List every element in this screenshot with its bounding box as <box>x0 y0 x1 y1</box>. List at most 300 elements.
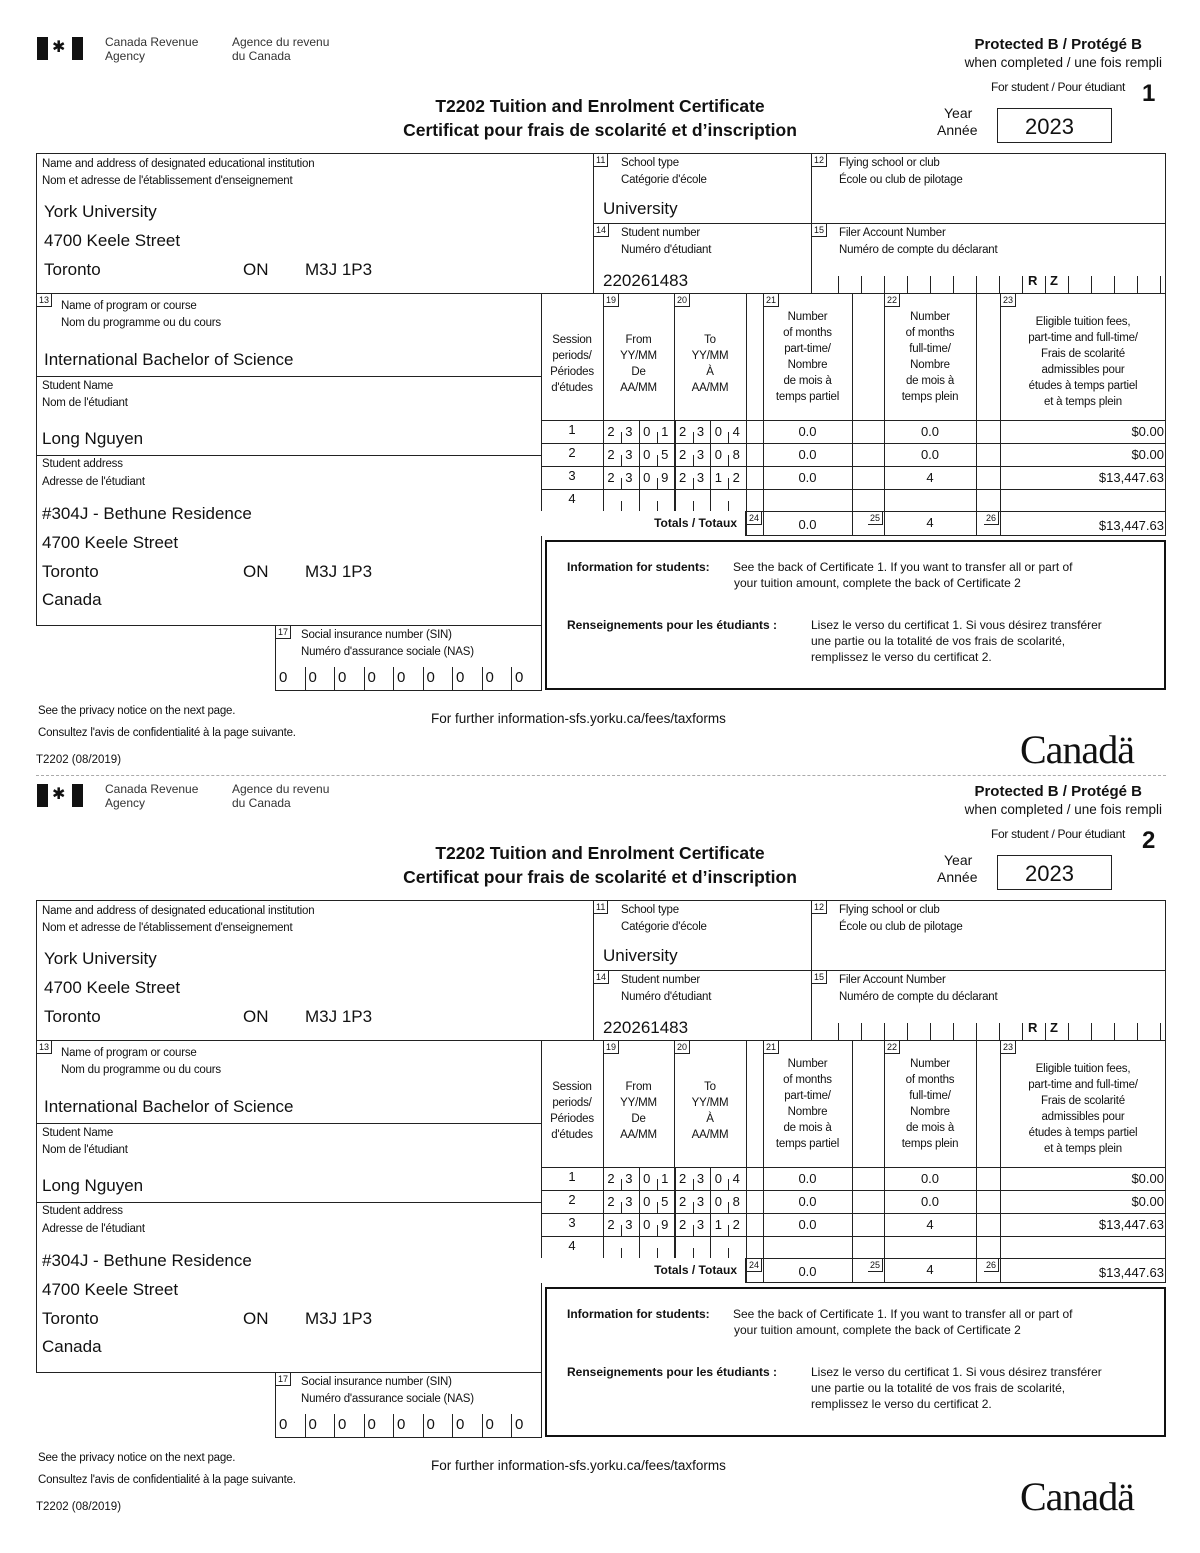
digit-separator <box>999 276 1000 293</box>
digit-separator <box>710 489 711 512</box>
digit-separator <box>1045 276 1046 293</box>
digit-tick <box>657 478 658 489</box>
date-digit: 2 <box>607 447 615 462</box>
filer-account-label-fr: Numéro de compte du déclarant <box>839 991 998 1003</box>
fees-header: Eligible tuition fees, part-time and full-time/ Frais de scolarité admissibles pour études à temps partiel et à temps plein <box>1028 316 1138 408</box>
digit-separator <box>452 667 453 691</box>
date-digit: 2 <box>678 470 687 485</box>
session-number: 3 <box>568 468 576 483</box>
digit-separator <box>1091 276 1092 293</box>
date-digit: 9 <box>661 1217 669 1232</box>
box-23-number: 23 <box>1001 294 1016 307</box>
when-completed-label: when completed / une fois rempli <box>964 802 1162 817</box>
digit-separator <box>675 466 676 489</box>
digit-separator <box>639 1190 640 1213</box>
sin-digit: 0 <box>485 669 494 686</box>
session-header: Session periods/ Périodes d'études <box>550 1081 594 1141</box>
digit-tick <box>621 1225 622 1236</box>
session-number: 4 <box>568 1238 576 1253</box>
sin-digit: 0 <box>338 1416 347 1433</box>
student-country: Canada <box>42 1337 102 1356</box>
digit-separator <box>675 1236 676 1259</box>
date-digit: 0 <box>643 470 651 485</box>
info-fr-text: une partie ou la totalité de vos frais de scolarité, <box>811 1381 1066 1395</box>
part-time-months: 0.0 <box>798 470 817 485</box>
info-en-label: Information for students: <box>567 560 710 574</box>
box-11-number: 11 <box>594 154 608 167</box>
digit-tick <box>693 432 694 443</box>
info-en-text: your tuition amount, complete the back of Certificate 2 <box>734 1323 1021 1337</box>
part-time-months: 0.0 <box>798 1171 817 1186</box>
year-value: 2023 <box>1025 861 1074 886</box>
sin-label-fr: Numéro d'assurance sociale (NAS) <box>301 1393 474 1405</box>
sin-label-en: Social insurance number (SIN) <box>301 629 452 641</box>
privacy-notice-en: See the privacy notice on the next page. <box>38 1452 236 1464</box>
digit-separator <box>1114 1023 1115 1040</box>
box-21-number: 21 <box>764 294 779 307</box>
part-time-months: 0.0 <box>798 1194 817 1209</box>
box-21-number: 21 <box>764 1041 779 1054</box>
full-time-months: 0.0 <box>920 447 940 462</box>
institution-city: Toronto <box>44 1007 101 1026</box>
digit-separator <box>953 1023 954 1040</box>
table-row <box>541 1190 1166 1213</box>
date-digit: 0 <box>643 1171 651 1186</box>
digit-separator <box>884 276 885 293</box>
eligible-fees: $13,447.63 <box>1098 1217 1164 1232</box>
box-15-number: 15 <box>812 971 827 984</box>
digit-tick <box>657 1202 658 1213</box>
box-11-number: 11 <box>594 901 608 914</box>
box-13-number: 13 <box>37 1041 52 1054</box>
box-26-number: 26 <box>984 1259 999 1272</box>
student-name-label-fr: Nom de l'étudiant <box>42 397 128 409</box>
flying-school-label-fr: École ou club de pilotage <box>839 921 963 933</box>
maple-leaf-icon: ✱ <box>52 39 66 56</box>
institution-province: ON <box>243 1007 269 1026</box>
agency-name-en: Agency <box>105 49 146 63</box>
digit-separator <box>639 420 640 443</box>
digit-separator <box>423 667 424 691</box>
info-fr-text: remplissez le verso du certificat 2. <box>811 1397 992 1411</box>
digit-separator <box>710 1213 711 1236</box>
digit-separator <box>511 667 512 691</box>
institution-label-fr: Nom et adresse de l'établissement d'enseignement <box>42 922 293 934</box>
box-17-number: 17 <box>276 626 291 639</box>
info-fr-text: Lisez le verso du certificat 1. Si vous désirez transférer <box>811 618 1102 632</box>
digit-separator <box>1091 1023 1092 1040</box>
date-digit: 0 <box>643 447 651 462</box>
student-number-value: 220261483 <box>603 1018 689 1037</box>
total-full-time: 4 <box>926 515 934 530</box>
digit-separator <box>639 1213 640 1236</box>
full-time-header: Number of months full-time/ Nombre de mois à temps plein <box>901 311 959 403</box>
sin-digit: 0 <box>515 669 524 686</box>
eligible-fees: $0.00 <box>1131 424 1164 439</box>
digit-separator <box>675 489 676 512</box>
digit-separator <box>953 276 954 293</box>
digit-tick <box>621 478 622 489</box>
total-part-time: 0.0 <box>798 1264 817 1279</box>
student-name-label-en: Student Name <box>42 380 114 392</box>
date-digit: 3 <box>625 470 633 485</box>
digit-separator <box>1160 276 1161 293</box>
institution-postal: M3J 1P3 <box>305 1007 373 1026</box>
date-digit: 2 <box>607 470 615 485</box>
date-digit: 2 <box>678 447 687 462</box>
sin-digit: 0 <box>397 669 406 686</box>
filer-account-r: R <box>1028 273 1038 288</box>
full-time-months: 4 <box>926 470 934 485</box>
sin-digit: 0 <box>279 1416 288 1433</box>
date-digit: 2 <box>607 424 615 439</box>
student-number-label-fr: Numéro d'étudiant <box>621 991 712 1003</box>
agency-name-en: Canada Revenue <box>105 35 199 49</box>
copy-for-label: For student / Pour étudiant <box>991 827 1125 841</box>
school-type-label-fr: Catégorie d'école <box>621 921 707 933</box>
digit-separator <box>393 667 394 691</box>
to-header: To YY/MM À AA/MM <box>691 334 729 394</box>
info-en-text: See the back of Certificate 1. If you want to transfer all or part of <box>733 560 1073 574</box>
box-19-number: 19 <box>604 294 619 307</box>
agency-name-en: Canada Revenue <box>105 782 199 796</box>
digit-separator <box>482 667 483 691</box>
date-digit: 5 <box>661 1194 669 1209</box>
student-address-label-fr: Adresse de l'étudiant <box>42 476 145 488</box>
session-number: 3 <box>568 1215 576 1230</box>
part-time-header: Number of months part-time/ Nombre de mois à temps partiel <box>775 1058 840 1150</box>
info-en-label: Information for students: <box>567 1307 710 1321</box>
digit-separator <box>452 1414 453 1438</box>
date-digit: 3 <box>625 1217 633 1232</box>
flying-school-label-en: Flying school or club <box>839 904 940 916</box>
privacy-notice-fr: Consultez l'avis de confidentialité à la page suivante. <box>38 727 296 739</box>
box-24-number: 24 <box>747 512 762 525</box>
info-fr-text: Lisez le verso du certificat 1. Si vous désirez transférer <box>811 1365 1102 1379</box>
digit-separator <box>675 443 676 466</box>
program-value: International Bachelor of Science <box>44 350 294 369</box>
digit-separator <box>710 443 711 466</box>
digit-separator <box>675 1190 676 1213</box>
agency-name-fr: Agence du revenu <box>232 35 330 49</box>
sin-digit: 0 <box>456 669 465 686</box>
date-digit: 2 <box>607 1217 615 1232</box>
box-17-number: 17 <box>276 1373 291 1386</box>
form-title-fr: Certificat pour frais de scolarité et d’inscription <box>403 867 797 887</box>
student-address-line1: #304J - Bethune Residence <box>42 504 252 523</box>
form-title-fr: Certificat pour frais de scolarité et d’inscription <box>403 120 797 140</box>
student-address-line2: 4700 Keele Street <box>42 533 179 552</box>
maple-leaf-icon: ✱ <box>52 786 66 803</box>
digit-separator <box>907 1023 908 1040</box>
part-time-header: Number of months part-time/ Nombre de mois à temps partiel <box>775 311 840 403</box>
digit-separator <box>334 1414 335 1438</box>
sin-digit: 0 <box>367 669 376 686</box>
info-fr-text: remplissez le verso du certificat 2. <box>811 650 992 664</box>
school-type-value: University <box>603 946 678 965</box>
digit-separator <box>639 443 640 466</box>
digit-separator <box>1068 1023 1069 1040</box>
digit-separator <box>1068 276 1069 293</box>
digit-separator <box>364 1414 365 1438</box>
institution-street: 4700 Keele Street <box>44 978 181 997</box>
part-time-months: 0.0 <box>798 424 817 439</box>
date-digit: 1 <box>714 1217 722 1232</box>
session-number: 1 <box>568 422 576 437</box>
digit-tick <box>728 478 729 489</box>
digit-tick <box>621 455 622 466</box>
eligible-fees: $13,447.63 <box>1098 470 1164 485</box>
agency-name-fr: Agence du revenu <box>232 782 330 796</box>
digit-separator <box>1160 1023 1161 1040</box>
further-information: For further information-sfs.yorku.ca/fees/taxforms <box>431 1458 726 1473</box>
student-address-line1: #304J - Bethune Residence <box>42 1251 252 1270</box>
canada-flag-logo <box>37 784 83 807</box>
full-time-months: 0.0 <box>920 1194 940 1209</box>
table-row <box>541 1167 1166 1190</box>
filer-account-z: Z <box>1050 1020 1058 1035</box>
copy-number: 1 <box>1142 80 1156 107</box>
digit-tick <box>693 455 694 466</box>
digit-separator <box>675 1167 676 1190</box>
year-label-en: Year <box>944 105 973 121</box>
info-fr-label: Renseignements pour les étudiants : <box>567 618 778 632</box>
eligible-fees: $0.00 <box>1131 1171 1164 1186</box>
privacy-notice-en: See the privacy notice on the next page. <box>38 705 236 717</box>
digit-separator <box>710 1167 711 1190</box>
date-digit: 8 <box>732 447 740 462</box>
digit-separator <box>1045 1023 1046 1040</box>
box-26-number: 26 <box>984 512 999 525</box>
student-address-label-en: Student address <box>42 1205 123 1217</box>
box-12-number: 12 <box>812 901 827 914</box>
totals-label: Totals / Totaux <box>654 516 737 530</box>
digit-separator <box>884 1023 885 1040</box>
date-digit: 9 <box>661 470 669 485</box>
student-number-value: 220261483 <box>603 271 689 290</box>
student-postal: M3J 1P3 <box>305 562 373 581</box>
box-23-number: 23 <box>1001 1041 1016 1054</box>
full-time-months: 0.0 <box>920 1171 940 1186</box>
student-name-label-en: Student Name <box>42 1127 114 1139</box>
date-digit: 2 <box>607 1194 615 1209</box>
certificate-copy-2 <box>0 747 1200 1519</box>
digit-separator <box>861 276 862 293</box>
sin-digit: 0 <box>308 669 317 686</box>
fees-header: Eligible tuition fees, part-time and full-time/ Frais de scolarité admissibles pour études à temps partiel et à temps plein <box>1028 1063 1138 1155</box>
digit-separator <box>639 489 640 512</box>
digit-separator <box>710 1190 711 1213</box>
sin-label-en: Social insurance number (SIN) <box>301 1376 452 1388</box>
program-label-fr: Nom du programme ou du cours <box>61 1064 221 1076</box>
table-row <box>541 489 1166 512</box>
sin-digit: 0 <box>367 1416 376 1433</box>
date-digit: 1 <box>661 424 669 439</box>
digit-separator <box>710 1236 711 1259</box>
digit-tick <box>693 1225 694 1236</box>
flying-school-label-en: Flying school or club <box>839 157 940 169</box>
date-digit: 1 <box>661 1171 669 1186</box>
digit-separator <box>930 1023 931 1040</box>
table-row <box>541 443 1166 466</box>
digit-separator <box>907 276 908 293</box>
student-province: ON <box>243 1309 269 1328</box>
filer-account-label-en: Filer Account Number <box>839 974 946 986</box>
digit-tick <box>693 478 694 489</box>
date-digit: 4 <box>732 424 740 439</box>
date-digit: 0 <box>643 1217 651 1232</box>
digit-separator <box>1137 1023 1138 1040</box>
school-type-label-fr: Catégorie d'école <box>621 174 707 186</box>
student-city: Toronto <box>42 1309 99 1328</box>
table-row <box>541 1213 1166 1236</box>
date-digit: 2 <box>678 1194 687 1209</box>
digit-tick <box>693 1202 694 1213</box>
sin-digit: 0 <box>397 1416 406 1433</box>
year-label-fr: Année <box>937 869 978 885</box>
date-digit: 3 <box>625 424 633 439</box>
digit-separator <box>861 1023 862 1040</box>
institution-label-en: Name and address of designated educational institution <box>42 905 315 917</box>
date-digit: 2 <box>732 1217 740 1232</box>
to-header: To YY/MM À AA/MM <box>691 1081 729 1141</box>
date-digit: 0 <box>714 424 722 439</box>
digit-tick <box>657 1225 658 1236</box>
institution-label-en: Name and address of designated educational institution <box>42 158 315 170</box>
date-digit: 2 <box>678 424 687 439</box>
institution-street: 4700 Keele Street <box>44 231 181 250</box>
digit-separator <box>423 1414 424 1438</box>
date-digit: 4 <box>732 1171 740 1186</box>
agency-name-en: Agency <box>105 796 146 810</box>
box-25-number: 25 <box>868 512 883 525</box>
date-digit: 3 <box>696 447 705 462</box>
sin-label-fr: Numéro d'assurance sociale (NAS) <box>301 646 474 658</box>
digit-separator <box>1022 276 1023 293</box>
digit-tick <box>621 1179 622 1190</box>
digit-separator <box>334 667 335 691</box>
sin-digit: 0 <box>456 1416 465 1433</box>
digit-separator <box>1114 276 1115 293</box>
digit-separator <box>639 1236 640 1259</box>
program-label-fr: Nom du programme ou du cours <box>61 317 221 329</box>
student-number-label-en: Student number <box>621 974 701 986</box>
school-type-label-en: School type <box>621 157 679 169</box>
date-digit: 3 <box>696 1217 705 1232</box>
digit-tick <box>621 432 622 443</box>
digit-separator <box>710 466 711 489</box>
total-full-time: 4 <box>926 1262 934 1277</box>
digit-tick <box>657 455 658 466</box>
institution-province: ON <box>243 260 269 279</box>
year-label-en: Year <box>944 852 973 868</box>
session-number: 4 <box>568 491 576 506</box>
digit-separator <box>639 466 640 489</box>
from-header: From YY/MM De AA/MM <box>620 334 657 394</box>
box-20-number: 20 <box>675 294 690 307</box>
date-digit: 3 <box>696 470 705 485</box>
privacy-notice-fr: Consultez l'avis de confidentialité à la page suivante. <box>38 1474 296 1486</box>
agency-name-fr: du Canada <box>232 796 291 810</box>
student-address-line2: 4700 Keele Street <box>42 1280 179 1299</box>
totals-label: Totals / Totaux <box>654 1263 737 1277</box>
digit-tick <box>728 1202 729 1213</box>
canada-wordmark: Canadä <box>1020 1474 1134 1519</box>
box-14-number: 14 <box>594 224 609 237</box>
filer-account-label-en: Filer Account Number <box>839 227 946 239</box>
date-digit: 3 <box>625 1171 633 1186</box>
program-value: International Bachelor of Science <box>44 1097 294 1116</box>
date-digit: 0 <box>714 1194 722 1209</box>
student-name-value: Long Nguyen <box>42 1176 144 1195</box>
student-address-label-en: Student address <box>42 458 123 470</box>
box-15-number: 15 <box>812 224 827 237</box>
box-24-number: 24 <box>747 1259 762 1272</box>
filer-account-r: R <box>1028 1020 1038 1035</box>
full-time-months: 0.0 <box>920 424 940 439</box>
total-fees: $13,447.63 <box>1098 518 1164 533</box>
eligible-fees: $0.00 <box>1131 447 1164 462</box>
agency-name-fr: du Canada <box>232 49 291 63</box>
digit-separator <box>976 1023 977 1040</box>
digit-separator <box>999 1023 1000 1040</box>
copy-for-label: For student / Pour étudiant <box>991 80 1125 94</box>
full-time-header: Number of months full-time/ Nombre de mois à temps plein <box>901 1058 959 1150</box>
digit-tick <box>728 455 729 466</box>
info-fr-text: une partie ou la totalité de vos frais de scolarité, <box>811 634 1066 648</box>
date-digit: 2 <box>678 1217 687 1232</box>
sin-digit: 0 <box>426 1416 435 1433</box>
session-number: 2 <box>568 1192 576 1207</box>
filer-account-label-fr: Numéro de compte du déclarant <box>839 244 998 256</box>
date-digit: 3 <box>696 1194 705 1209</box>
date-digit: 2 <box>678 1171 687 1186</box>
digit-separator <box>305 1414 306 1438</box>
digit-separator <box>364 667 365 691</box>
student-city: Toronto <box>42 562 99 581</box>
digit-separator <box>639 1167 640 1190</box>
student-number-label-en: Student number <box>621 227 701 239</box>
student-number-label-fr: Numéro d'étudiant <box>621 244 712 256</box>
sin-digit: 0 <box>308 1416 317 1433</box>
digit-separator <box>393 1414 394 1438</box>
institution-label-fr: Nom et adresse de l'établissement d'enseignement <box>42 175 293 187</box>
info-en-text: See the back of Certificate 1. If you want to transfer all or part of <box>733 1307 1073 1321</box>
box-22-number: 22 <box>885 1041 900 1054</box>
session-number: 2 <box>568 445 576 460</box>
date-digit: 8 <box>732 1194 740 1209</box>
date-digit: 2 <box>732 470 740 485</box>
institution-postal: M3J 1P3 <box>305 260 373 279</box>
eligible-fees: $0.00 <box>1131 1194 1164 1209</box>
filer-account-z: Z <box>1050 273 1058 288</box>
digit-separator <box>838 1023 839 1040</box>
student-name-label-fr: Nom de l'étudiant <box>42 1144 128 1156</box>
copy-number: 2 <box>1142 827 1156 854</box>
date-digit: 3 <box>696 424 705 439</box>
student-country: Canada <box>42 590 102 609</box>
sin-digit: 0 <box>279 669 288 686</box>
when-completed-label: when completed / une fois rempli <box>964 55 1162 70</box>
protected-label: Protected B / Protégé B <box>974 36 1142 53</box>
digit-tick <box>657 432 658 443</box>
digit-tick <box>728 432 729 443</box>
institution-name: York University <box>44 949 157 968</box>
digit-separator <box>675 1213 676 1236</box>
sin-digit: 0 <box>426 669 435 686</box>
info-en-text: your tuition amount, complete the back of Certificate 2 <box>734 576 1021 590</box>
date-digit: 1 <box>714 470 722 485</box>
